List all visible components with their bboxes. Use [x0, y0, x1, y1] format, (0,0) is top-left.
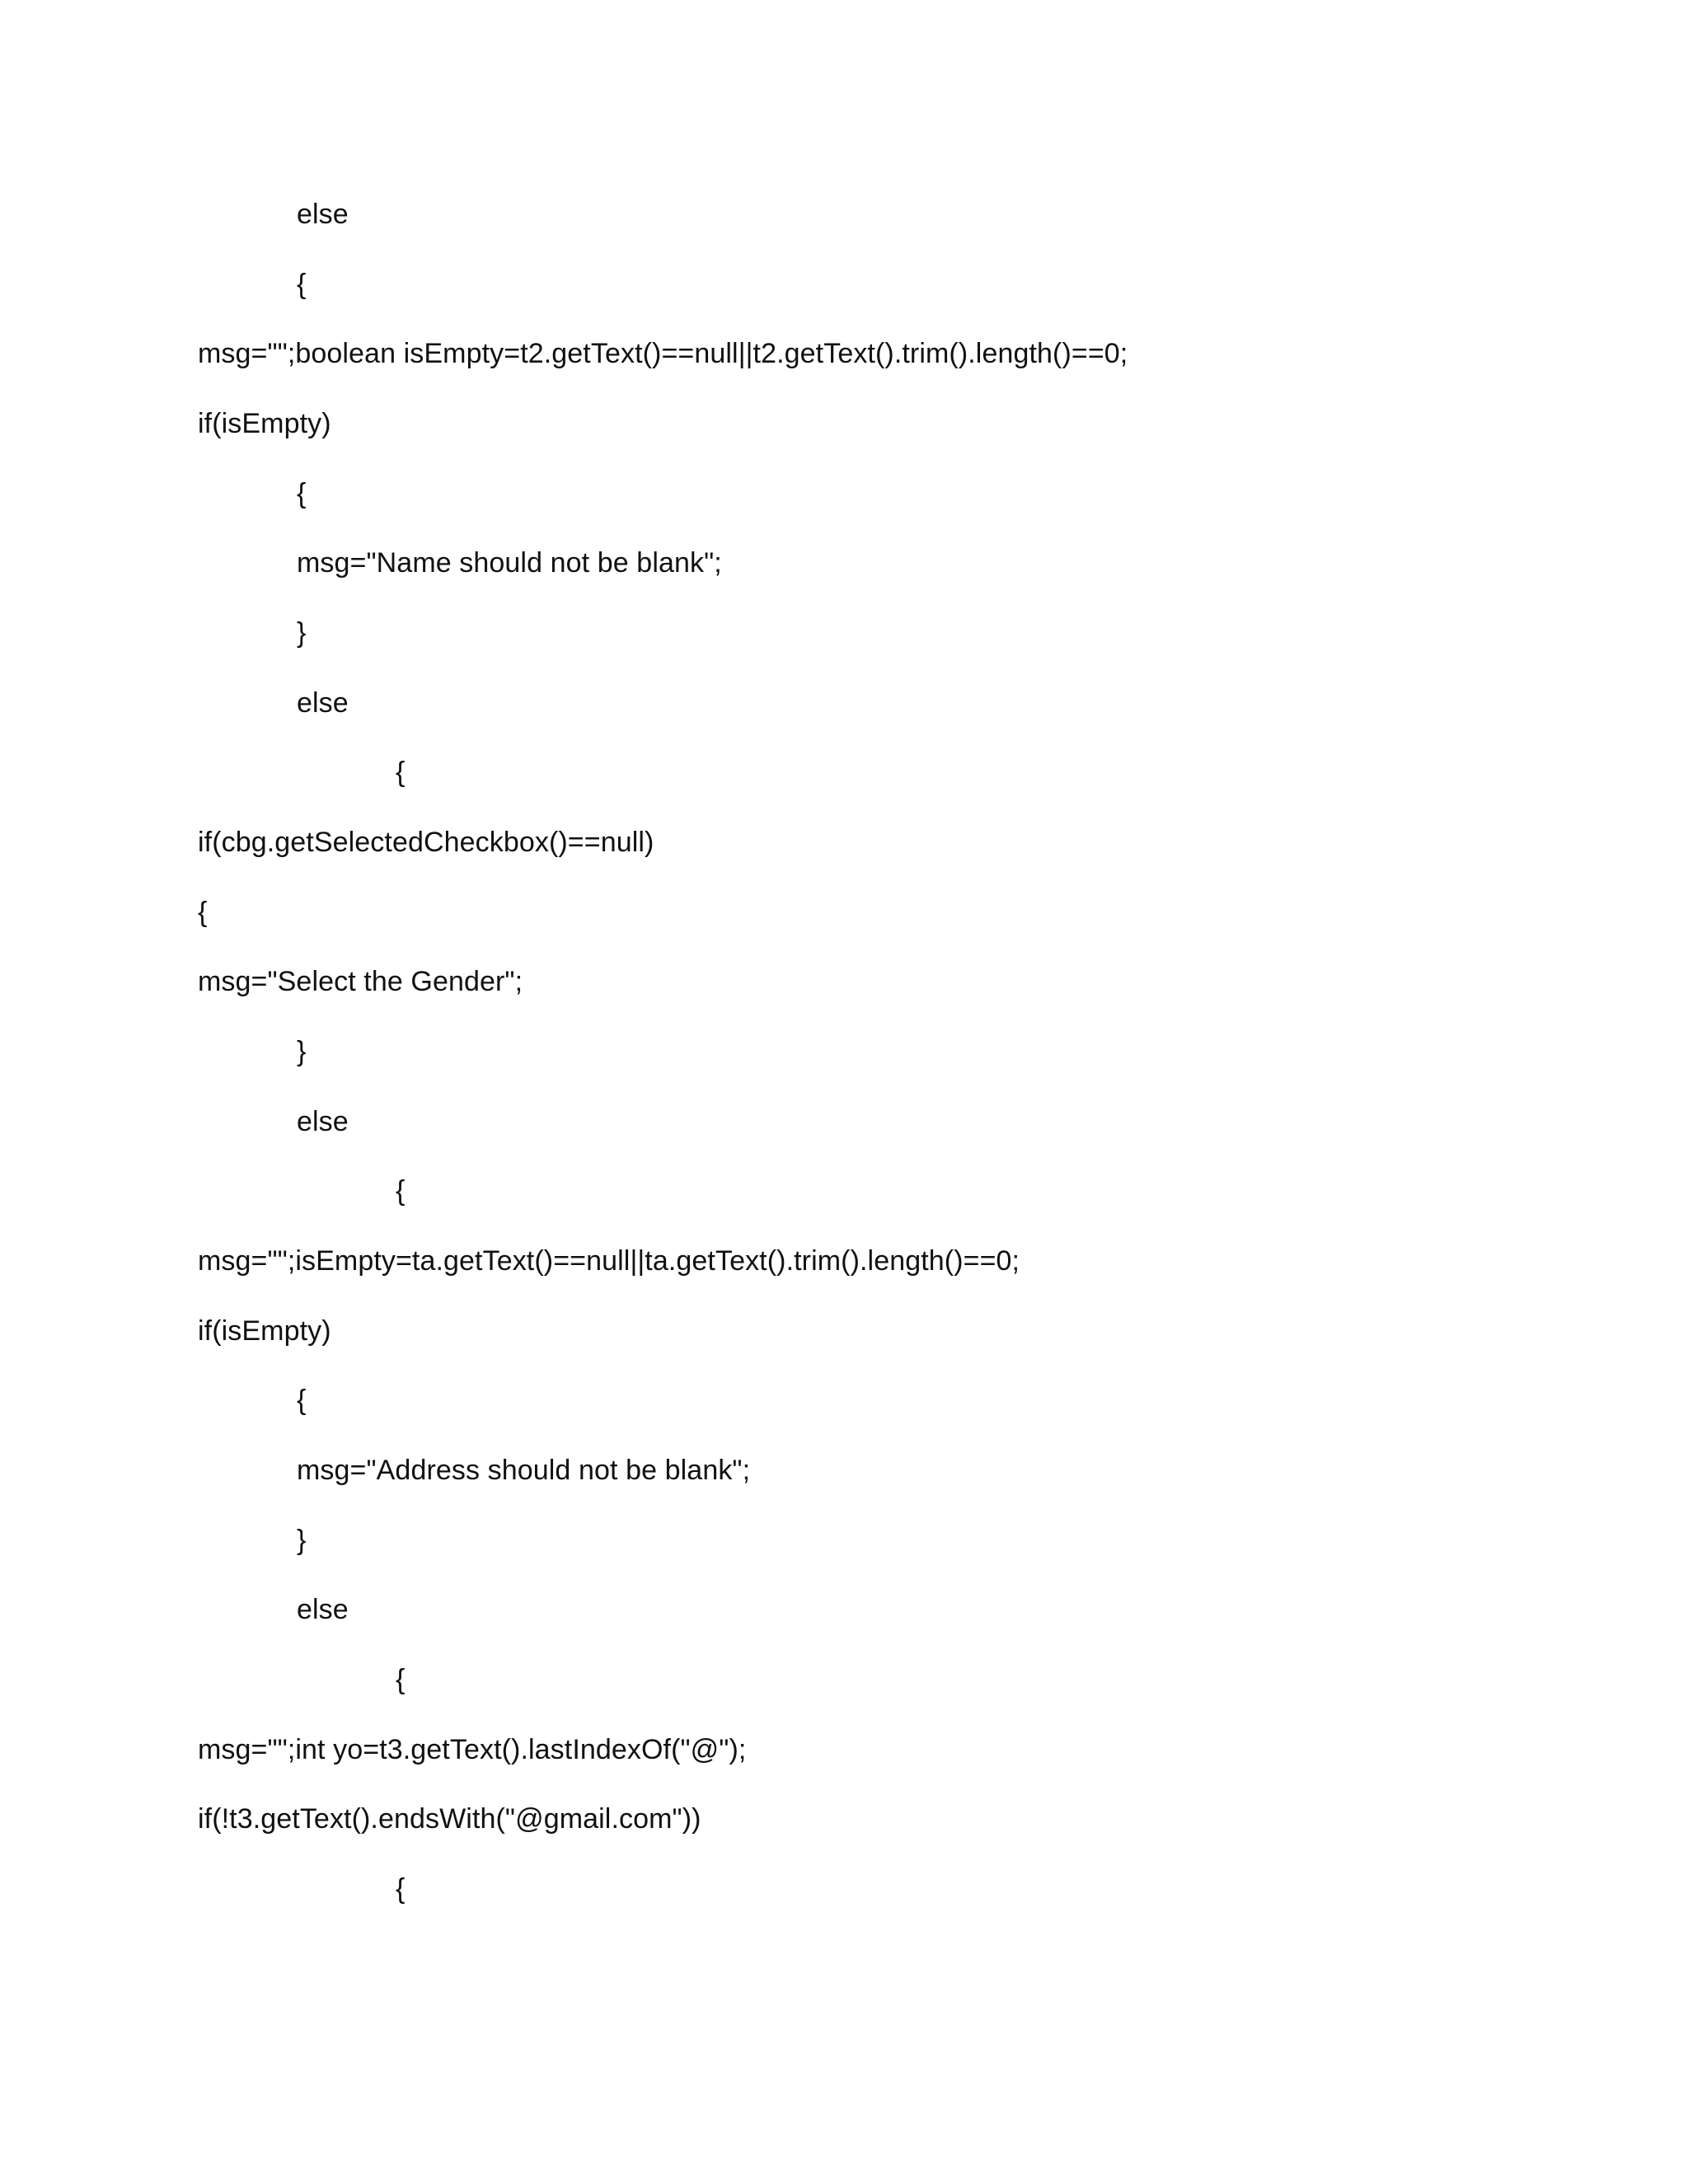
code-line: msg="Address should not be blank";	[297, 1455, 751, 1486]
code-line: msg="";isEmpty=ta.getText()==null||ta.getText().trim().length()==0;	[198, 1245, 1020, 1277]
code-line: else	[297, 199, 349, 230]
code-line: else	[297, 1106, 349, 1137]
code-line: }	[297, 1525, 307, 1556]
code-line: msg="Name should not be blank";	[297, 547, 722, 579]
code-line: {	[396, 1175, 406, 1207]
code-line: msg="";boolean isEmpty=t2.getText()==null||t2.getText().trim().length()==0;	[198, 338, 1128, 369]
code-line: }	[297, 1036, 307, 1067]
code-line: {	[396, 757, 406, 788]
code-line: if(isEmpty)	[198, 1315, 331, 1347]
code-line: msg="Select the Gender";	[198, 966, 523, 997]
code-line: msg="";int yo=t3.getText().lastIndexOf("@");	[198, 1734, 747, 1765]
code-line: {	[198, 897, 208, 928]
code-line: {	[297, 269, 307, 300]
code-line: if(!t3.getText().endsWith("@gmail.com"))	[198, 1803, 701, 1835]
code-line: if(cbg.getSelectedCheckbox()==null)	[198, 827, 654, 858]
code-line: {	[396, 1664, 406, 1695]
code-line: else	[297, 1594, 349, 1625]
code-line: else	[297, 687, 349, 719]
code-line: {	[297, 478, 307, 509]
code-line: if(isEmpty)	[198, 408, 331, 439]
code-line: {	[297, 1385, 307, 1416]
code-line: {	[396, 1873, 406, 1905]
code-line: }	[297, 617, 307, 649]
